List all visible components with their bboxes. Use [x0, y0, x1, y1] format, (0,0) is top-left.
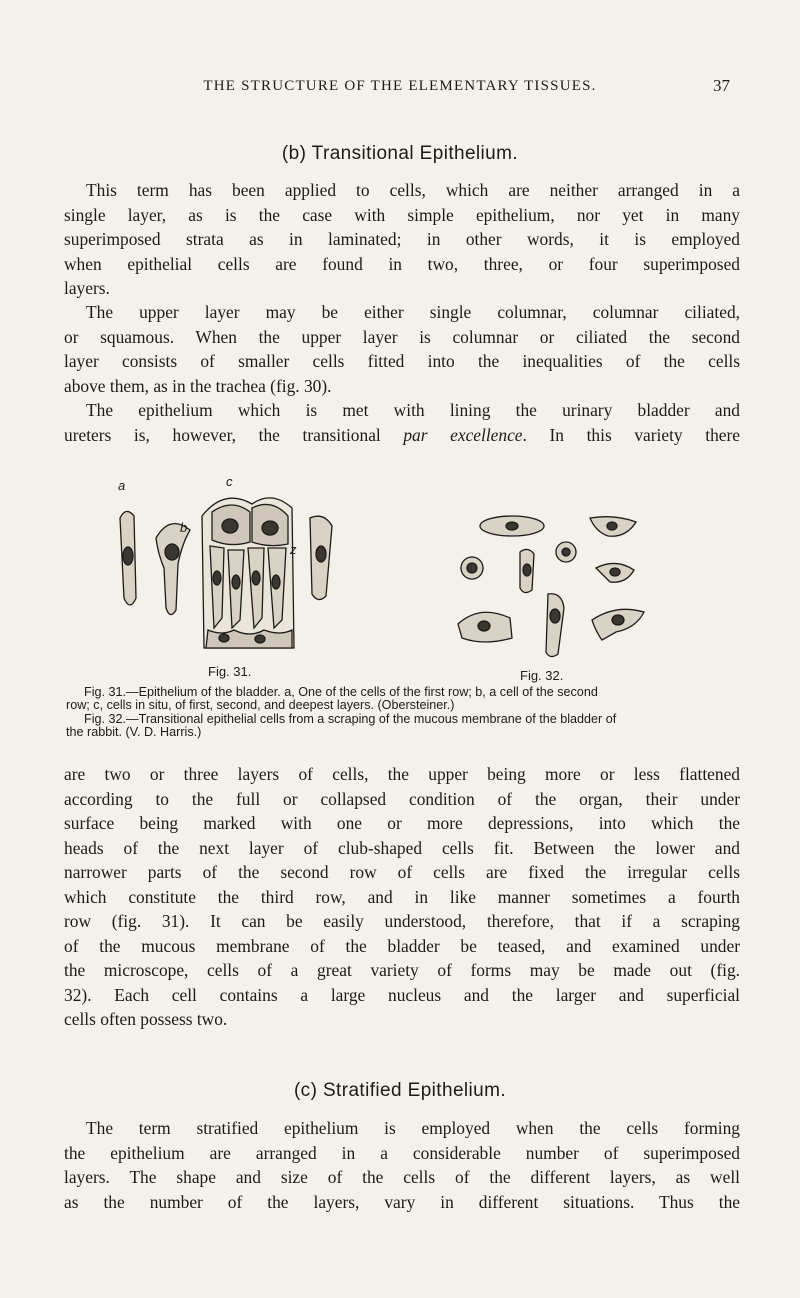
text-line: The term stratified epithelium is employed when the cells forming [86, 1118, 740, 1138]
caption-line: the rabbit. (V. D. Harris.) [66, 725, 202, 739]
figure-31-label: Fig. 31. [208, 664, 252, 679]
text-line: when epithelial cells are found in two, three, or four superimposed [64, 253, 740, 274]
figure-32-label: Fig. 32. [520, 668, 564, 683]
paragraph-transitional-definition [64, 178, 740, 301]
figure-letter-c: c [226, 474, 233, 489]
caption-line: Fig. 32.—Transitional epithelial cells from a scraping of the mucous membrane of the bladder of [84, 712, 617, 726]
figure-letter-a: a [118, 478, 126, 493]
text-line: as the number of the layers, vary in different situations. Thus the [64, 1191, 740, 1212]
text-line: The upper layer may be either single columnar, columnar ciliated, [86, 302, 740, 322]
text-line [64, 423, 740, 448]
text-line: above them, as in the trachea (fig. 30). [64, 375, 332, 396]
text-line: cells often possess two. [64, 1009, 228, 1029]
figure-31-caption [66, 686, 742, 712]
text-line: or squamous. When the upper layer is columnar or ciliated the second [64, 326, 740, 347]
caption-line: Fig. 31.—Epithelium of the bladder. a, One of the cells of the first row; b, a cell of the second [84, 685, 598, 699]
text-line: 32). Each cell contains a large nucleus and the larger and superficial [64, 984, 740, 1005]
figure-31-illustration [112, 478, 348, 658]
paragraph-upper-layer [64, 300, 740, 398]
text-run: . In this variety there [522, 424, 740, 445]
text-line: layer consists of smaller cells fitted into the inequalities of the cells [64, 351, 740, 371]
paragraph-bladder-epithelium [64, 398, 740, 447]
text-line: narrower parts of the second row of cells are fixed the irregular cells [64, 862, 740, 882]
text-line: This term has been applied to cells, which are neither arranged in a [86, 180, 740, 200]
figure-32-illustration [440, 508, 670, 668]
text-line: row (fig. 31). It can be easily understood, therefore, that if a scraping [64, 911, 740, 931]
figure-letter-z: z [290, 542, 297, 557]
section-title-stratified: (c) Stratified Epithelium. [293, 1080, 507, 1101]
section-title-transitional: (b) Transitional Epithelium. [281, 143, 519, 164]
running-head: THE STRUCTURE OF THE ELEMENTARY TISSUES. [203, 78, 597, 94]
text-line: according to the full or collapsed condition of the organ, their under [64, 788, 740, 809]
text-line: surface being marked with one or more depressions, into which the [64, 813, 740, 833]
text-line: which constitute the third row, and in like manner sometimes a fourth [64, 886, 740, 907]
figure-32-caption [66, 713, 742, 739]
paragraph-bladder-layers [64, 762, 740, 1032]
italic-text: par excellence [403, 424, 523, 445]
text-line: are two or three layers of cells, the upper being more or less flattened [64, 764, 740, 784]
text-line: heads of the next layer of club-shaped cells fit. Between the lower and [64, 837, 740, 858]
text-line: The epithelium which is met with lining the urinary bladder and [86, 400, 740, 420]
text-line: superimposed strata as in laminated; in other words, it is employed [64, 229, 740, 249]
text-line: the epithelium are arranged in a considerable number of superimposed [64, 1142, 740, 1163]
text-line: the microscope, cells of a great variety of forms may be made out (fig. [64, 960, 740, 980]
text-line: of the mucous membrane of the bladder be teased, and examined under [64, 935, 740, 956]
page-number: 37 [713, 76, 730, 95]
caption-line: row; c, cells in situ, of first, second, and deepest layers. (Obersteiner.) [66, 698, 455, 712]
text-line: layers. The shape and size of the cells of the different layers, as well [64, 1167, 740, 1187]
text-run: ureters is, however, the transitional [64, 424, 404, 445]
paragraph-stratified-definition [64, 1116, 740, 1214]
text-line: layers. [64, 278, 110, 298]
figure-letter-b: b [180, 520, 188, 535]
text-line: single layer, as is the case with simple epithelium, nor yet in many [64, 204, 740, 225]
